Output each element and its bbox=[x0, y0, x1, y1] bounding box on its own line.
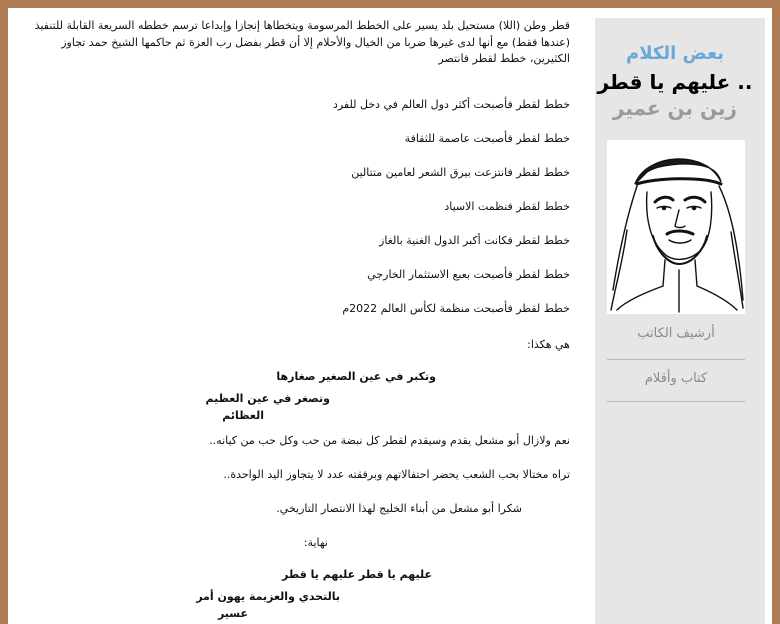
page-frame bbox=[8, 8, 772, 624]
author-portrait bbox=[607, 140, 745, 314]
sidebar-divider bbox=[607, 401, 745, 402]
plan-line-3: خطط لقطر فانتزعت بيرق الشعر لعامين متتالين bbox=[351, 166, 570, 179]
poem2-line1: عليهم يا قطر عليهم يا قطر bbox=[282, 568, 432, 581]
plan-line-2: خطط لقطر فأصبحت عاصمة للثقافة bbox=[404, 132, 570, 145]
author-name: زين بن عمير bbox=[612, 96, 738, 120]
poem2-line2a: بالتحدي والعزيمة يهون أمر bbox=[196, 590, 340, 603]
paragraph-2: تراه مختالا بحب الشعب يحضر احتفالاتهم وبرفقته عدد لا يتجاوز اليد الواحدة.. bbox=[223, 468, 570, 481]
plan-line-6: خطط لقطر فأصبحت بعبع الاستثمار الخارجي bbox=[367, 268, 570, 281]
plan-line-5: خطط لقطر فكانت أكبر الدول الغنية بالغاز bbox=[379, 234, 570, 247]
poem1-line2a: وتصغر في عين العظيم bbox=[205, 392, 330, 405]
writers-link[interactable]: كتاب وأقلام bbox=[644, 371, 708, 386]
end-label: نهاية: bbox=[303, 536, 328, 549]
poem1-line1: وتكبر في عين الصغير صغارها bbox=[276, 370, 436, 383]
sidebar-divider bbox=[607, 359, 745, 360]
article-body bbox=[22, 18, 570, 620]
series-title: بعض الكلام bbox=[626, 43, 724, 64]
here-label: هي هكذا: bbox=[527, 338, 570, 351]
plan-line-4: خطط لقطر فنظمت الاسياد bbox=[444, 200, 570, 213]
author-sketch-icon bbox=[607, 140, 745, 314]
sidebar bbox=[595, 18, 765, 624]
paragraph-3: شكرا أبو مشعل من أبناء الخليج لهذا الانتصار التاريخي. bbox=[276, 502, 522, 515]
poem2-line2b: عسير bbox=[217, 607, 248, 620]
author-archive-link[interactable]: أرشيف الكاتب bbox=[637, 326, 715, 341]
plan-line-7: خطط لقطر فأصبحت منظمة لكأس العالم 2022م bbox=[342, 302, 570, 315]
plan-line-1: خطط لقطر فأصبحت أكثر دول العالم في دخل للفرد bbox=[332, 98, 570, 111]
paragraph-1: نعم ولازال أبو مشعل يقدم وسيقدم لقطر كل نبضة من حب وكل حب من كيانه.. bbox=[209, 434, 570, 447]
article-intro: قطر وطن (اللا) مستحيل بلد يسير على الخطط المرسومة ويتخطاها إنجازا وإبداعا ترسم خططه السريعة القابلة للتنفيذ (عندها فقط) مع أنها لدى غيرها ضربا من الخيال والأحلام إلا أن قطر بفضل رب العزة ثم حاكمها الشيخ حمد تجاوز الكثيرين، خطط لقطر فانتصر bbox=[34, 19, 570, 65]
article-title: عليهم يا قطر .. bbox=[597, 70, 753, 94]
poem1-line2b: العظائم bbox=[222, 409, 264, 422]
